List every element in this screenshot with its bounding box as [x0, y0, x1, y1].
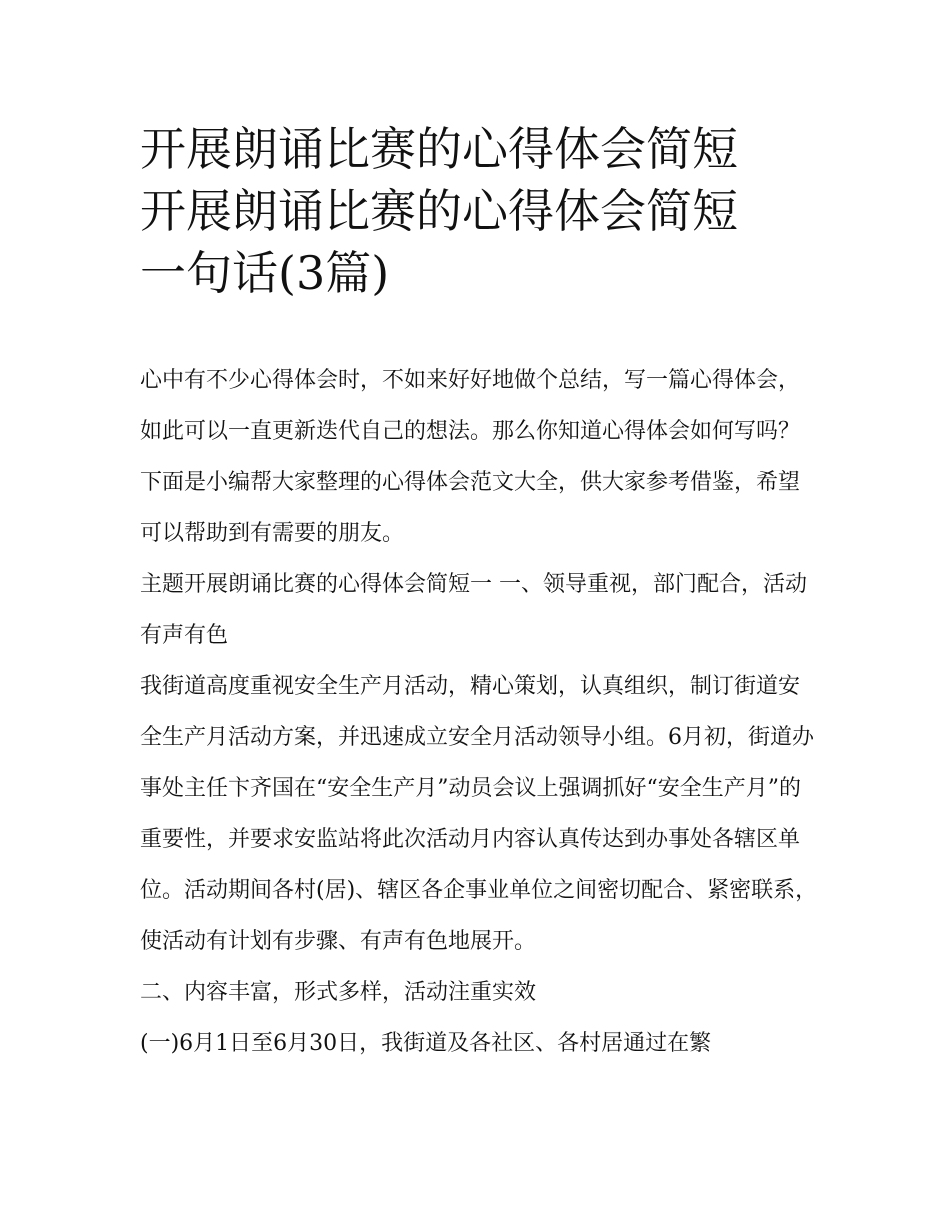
section-one-heading: 主题开展朗诵比赛的心得体会简短一 一、领导重视，部门配合，活动有声有色: [140, 572, 807, 648]
document-title: [140, 118, 820, 304]
document-body: [140, 355, 820, 1069]
title-line-2: 开展朗诵比赛的心得体会简短: [140, 184, 738, 238]
intro-paragraph: 心中有不少心得体会时，不如来好好地做个总结，写一篇心得体会，如此可以一直更新迭代自己的想法。那么你知道心得体会如何写吗？下面是小编帮大家整理的心得体会范文大全，供大家参考借鉴，希望可以帮助到有需要的朋友。: [140, 368, 801, 546]
title-line-1: 开展朗诵比赛的心得体会简短: [140, 122, 738, 176]
section-one-paragraph: 我街道高度重视安全生产月活动，精心策划，认真组织，制订街道安全生产月活动方案，并迅速成立安全月活动领导小组。6月初，街道办事处主任卞齐国在“安全生产月”动员会议上强调抓好“安全生产月”的重要性，并要求安监站将此次活动月内容认真传达到办事处各辖区单位。活动期间各村(居)、辖区各企事业单位之间密切配合、紧密联系，使活动有计划有步骤、有声有色地展开。: [140, 674, 818, 954]
title-line-3: 一句话(3篇): [140, 246, 390, 300]
section-two-paragraph: (一)6月1日至6月30日，我街道及各社区、各村居通过在繁: [140, 1031, 712, 1056]
section-two-heading: 二、内容丰富，形式多样，活动注重实效: [140, 980, 537, 1005]
